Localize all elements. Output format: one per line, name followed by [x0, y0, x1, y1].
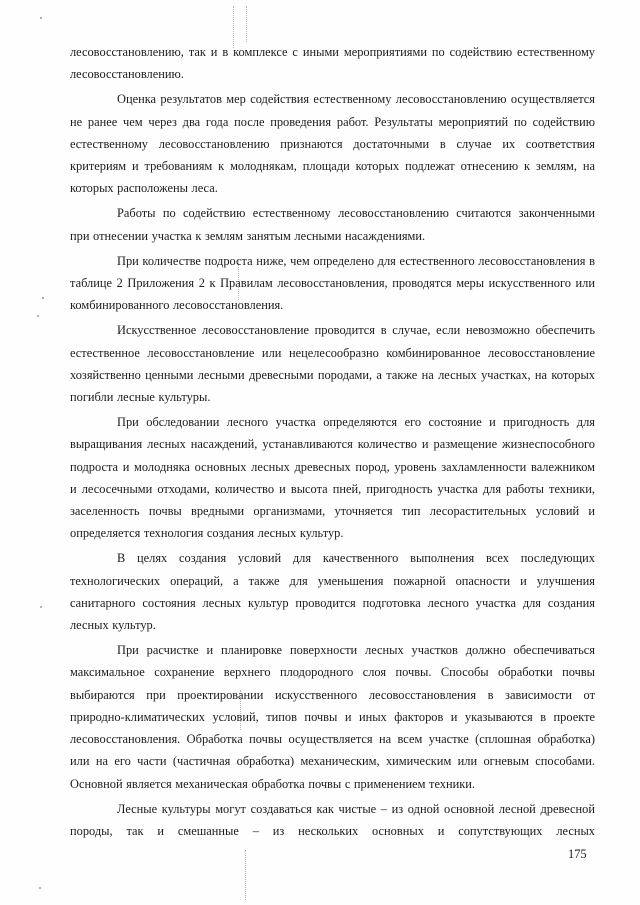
scan-speck: [40, 17, 42, 19]
scan-fold-line: [245, 850, 246, 900]
paragraph: лесовосстановлению, так и в комплексе с иными мероприятиями по содействию естественному лесовосстановлению.: [70, 45, 595, 82]
scan-speck: [39, 887, 41, 889]
paragraph: В целях создания условий для качественного выполнения всех последующих технологических операций, а также для уменьшения пожарной опасности и улучшения санитарного состояния лесных культур проводится подготовка лесного участка для создания лесных культур.: [70, 551, 595, 633]
paragraph: При обследовании лесного участка определяются его состояние и пригодность для выращивания лесных насаждений, устанавливаются количество и размещение жизнеспособного подроста и молодняка основных лесных древесных пород, уровень захламленности валежником и лесосечными отходами, количество и высота пней, пригодность участка для работы техники, заселенность почвы вредными организмами, уточняется тип лесорастительных условий и определяется технология создания лесных культур.: [70, 415, 595, 541]
paragraph: При расчистке и планировке поверхности лесных участков должно обеспечиваться максимальное сохранение верхнего плодородного слоя почвы. Способы обработки почвы выбираются при проектировании искусственного лесовосстановления в зависимости от природно-климатических условий, типов почвы и иных факторов и указываются в проекте лесовосстановления. Обработка почвы осуществляется на всем участке (сплошная обработка) или на его части (частичная обработка) механическим, химическим или огневым способами. Основной является механическая обработка почвы с применением техники.: [70, 643, 595, 791]
scan-speck: [42, 297, 44, 299]
paragraph: Искусственное лесовосстановление проводится в случае, если невозможно обеспечить естественное лесовосстановление или нецелесообразно комбинированное лесовосстановление хозяйственно ценными лесными древесными породами, а также на лесных участках, на которых погибли лесные культуры.: [70, 323, 595, 405]
scan-speck: [40, 606, 42, 608]
paragraph: Работы по содействию естественному лесовосстановлению считаются законченными при отнесении участка к землям занятым лесными насаждениями.: [70, 206, 595, 243]
document-body: [70, 41, 595, 842]
paragraph: Оценка результатов мер содействия естественному лесовосстановлению осуществляется не ранее чем через два года после проведения работ. Результаты мероприятий по содействию естественному лесовосстановлению признаются достаточными в случае их соответствия критериям и требованиям к молоднякам, площади которых подлежат отнесению к землям, на которых расположены леса.: [70, 92, 595, 196]
page-number: 175: [568, 847, 587, 861]
scan-fold-line: [246, 6, 247, 42]
scan-speck: [37, 315, 39, 317]
paragraph: При количестве подроста ниже, чем определено для естественного лесовосстановления в таблице 2 Приложения 2 к Правилам лесовосстановления, проводятся меры искусственного или комбинированного лесовосстановления.: [70, 253, 595, 313]
paragraph-continued: Лесные культуры могут создаваться как чистые – из одной основной лесной древесной породы, так и смешанные – из нескольких основных и сопутствующих лесных: [70, 801, 595, 838]
